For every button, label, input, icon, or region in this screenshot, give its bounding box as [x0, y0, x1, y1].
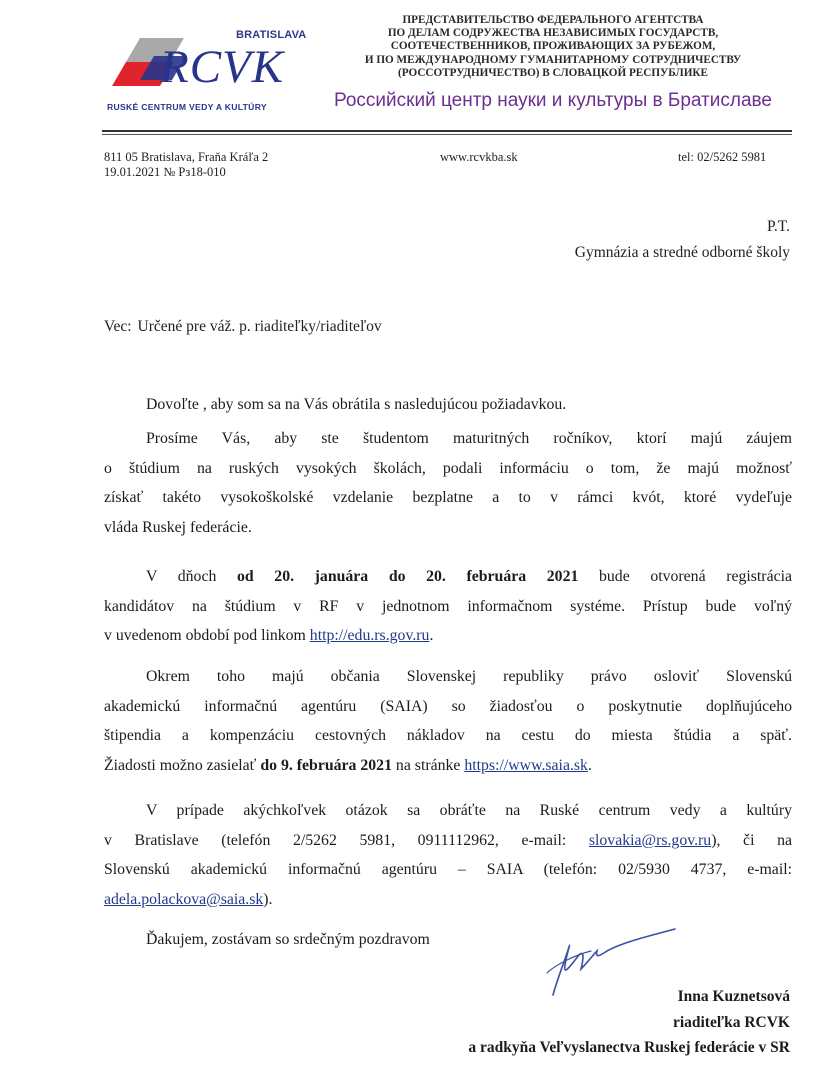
paragraph-text: V prípade akýchkoľvek otázok sa obráťte na Ruské centrum vedy a kultúry: [146, 802, 792, 819]
paragraph-1: [104, 390, 792, 420]
saia-email-link[interactable]: adela.polackova@saia.sk: [104, 890, 264, 908]
center-name: Российский центр науки и культуры в Братиславе: [334, 90, 772, 111]
address-block: [104, 150, 268, 180]
deadline-date: do 9. februára 2021: [260, 756, 392, 774]
paragraph-text: bude otvorená registrácia: [578, 568, 792, 585]
paragraph-text: v Bratislave (telefón 2/5262 5981, 0911112962, e-mail:: [104, 831, 589, 849]
header-rule: [102, 134, 792, 135]
phone: tel: 02/5262 5981: [678, 150, 767, 164]
agency-name: [316, 14, 790, 80]
paragraph-text: vláda Ruskej federácie.: [104, 518, 252, 536]
signatory-title: riaditeľka RCVK: [672, 1014, 790, 1031]
subject-line: [104, 318, 382, 336]
addressee-line: Gymnázia a stredné odborné školy: [574, 244, 790, 261]
logo-city: BRATISLAVA: [236, 29, 307, 41]
signatory-title-2: a radkyňa Veľvyslanectva Ruskej federácie v SR: [468, 1039, 790, 1056]
paragraph-text: akademickú informačnú agentúru (SAIA) so žiadosťou o poskytnutie doplňujúceho: [104, 697, 792, 715]
agency-line: ПРЕДСТАВИТЕЛЬСТВО ФЕДЕРАЛЬНОГО АГЕНТСТВА: [402, 14, 704, 26]
paragraph-4: [104, 662, 792, 780]
agency-line: СООТЕЧЕСТВЕННИКОВ, ПРОЖИВАЮЩИХ ЗА РУБЕЖОМ,: [390, 40, 716, 53]
paragraph-text: Slovenskú akademickú informačnú agentúru – SAIA (telefón: 02/5930 4737, e-mail:: [104, 861, 792, 878]
agency-line: И ПО МЕЖДУНАРОДНОМУ ГУМАНИТАРНОМУ СОТРУДНИЧЕСТВУ: [364, 53, 742, 66]
paragraph-text: ).: [263, 890, 273, 908]
paragraph-text: V dňoch: [146, 568, 237, 585]
paragraph-text: na stránke: [391, 756, 465, 774]
registration-dates: od 20. januára do 20. februára 2021: [236, 568, 579, 585]
paragraph-text: Žiadosti možno zasielať: [104, 756, 261, 774]
paragraph-2: [104, 424, 792, 542]
paragraph-text: získať takéto vysokoškolské vzdelanie bezplatne a to v rámci kvót, ktoré vydeľuje: [104, 489, 792, 506]
closing-line: Ďakujem, zostávam so srdečným pozdravom: [146, 931, 430, 948]
paragraph-text: v uvedenom období pod linkom: [104, 627, 310, 644]
paragraph-text: ), či na: [711, 831, 792, 849]
paragraph-3: [104, 562, 792, 651]
signatory-name: Inna Kuznetsová: [677, 988, 790, 1005]
header-rule: [102, 130, 792, 132]
website: www.rcvkba.sk: [440, 150, 518, 164]
addressee-line: P.T.: [767, 218, 790, 235]
agency-line: ПО ДЕЛАМ СОДРУЖЕСТВА НЕЗАВИСИМЫХ ГОСУДАРСТВ,: [387, 27, 719, 40]
address: 811 05 Bratislava, Fraňa Kráľa 2: [104, 150, 269, 164]
subject-text: Určené pre váž. p. riaditeľky/riaditeľov: [137, 318, 382, 335]
saia-link[interactable]: https://www.saia.sk: [464, 756, 588, 774]
paragraph-text: Okrem toho majú občania Slovenskej republiky právo osloviť Slovenskú: [146, 668, 792, 685]
subject-label: Vec:: [104, 318, 132, 335]
paragraph-text: Dovoľte , aby som sa na Vás obrátila s nasledujúcou požiadavkou.: [146, 396, 567, 413]
paragraph-text: Prosíme Vás, aby ste študentom maturitných ročníkov, ktorí majú záujem: [146, 430, 792, 447]
paragraph-text: .: [587, 756, 592, 774]
paragraph-text: .: [429, 627, 434, 644]
paragraph-text: štipendia a kompenzáciu cestovných nákladov na cestu do miesta štúdia a späť.: [104, 727, 792, 744]
rcvk-email-link[interactable]: slovakia@rs.gov.ru: [588, 831, 712, 849]
handwritten-signature-icon: [535, 925, 685, 1005]
logo-mark: RCVK: [160, 41, 285, 93]
edu-link[interactable]: http://edu.rs.gov.ru: [309, 627, 430, 644]
paragraph-text: o štúdium na ruských vysokých školách, podali informáciu o tom, že majú možnosť: [104, 459, 792, 477]
paragraph-5: [104, 796, 792, 914]
paragraph-text: kandidátov na štúdium v RF v jednotnom informačnom systéme. Prístup bude voľný: [104, 597, 792, 615]
logo-subtitle: RUSKÉ CENTRUM VEDY A KULTÚRY: [107, 102, 267, 112]
agency-line: (РОССОТРУДНИЧЕСТВО) В СЛОВАЦКОЙ РЕСПУБЛИКЕ: [398, 66, 708, 79]
date-reference: 19.01.2021 № Рз18-010: [104, 165, 226, 179]
